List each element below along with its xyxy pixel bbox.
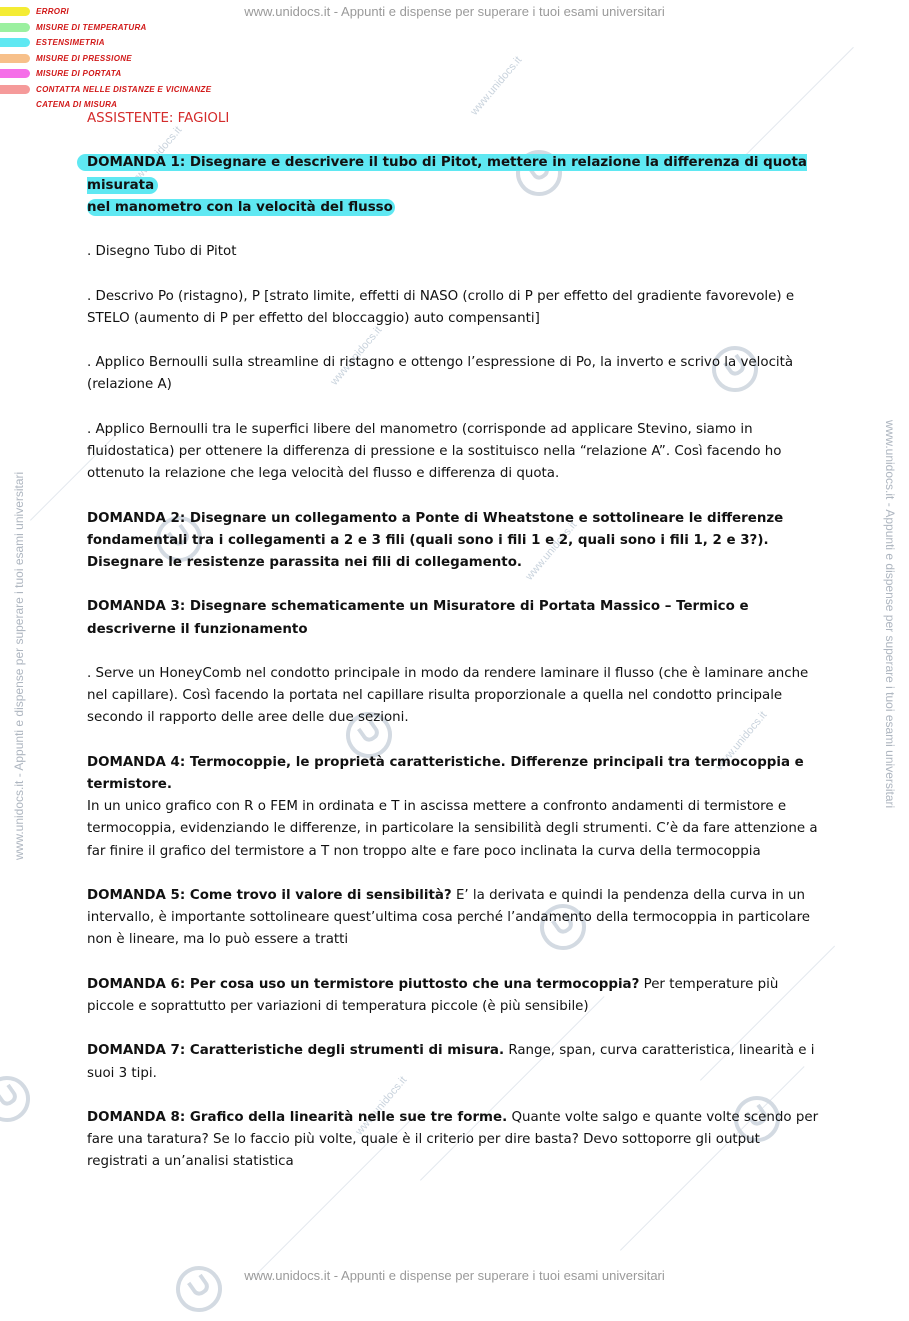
question-4-answer: In un unico grafico con R o FEM in ordinata e T in ascissa mettere a confronto andamenti di termistore e termocoppia, evidenziando le differenze, in particolare la sensibilità degli strumenti. C’è da fare attenzione a far finire il grafico del termistore a T non troppo alte e fare poco inclinata la curva della termocoppia [87,799,818,859]
question-4-title: DOMANDA 4: Termocoppie, le proprietà caratteristiche. Differenze principali tra termocoppia e termistore. [87,754,804,792]
legend-swatch [0,69,30,78]
watermark-diagonal: www.unidocs.it [713,709,770,773]
question-8 [87,1107,822,1174]
legend-swatch [0,23,30,32]
question-5-answer: E’ la derivata e quindi la pendenza della curva in un intervallo, è importante sottolineare quest’ultima cosa perché l’andamento della termocoppia in particolare non è lineare, ma lo può essere a tratti [87,887,811,948]
watermark-diagonal: www.unidocs.it [523,519,580,583]
legend-label: CATENA DI MISURA [36,100,118,110]
legend-label: CONTATTA NELLE DISTANZE E VICINANZE [36,84,212,94]
question-6 [87,974,822,1018]
legend-swatch [0,54,30,63]
watermark-diagonal: www.unidocs.it [328,324,385,388]
legend-item [0,66,211,82]
legend-item [0,35,211,51]
watermark-left: www.unidocs.it - Appunti e dispense per superare i tuoi esami universitari [12,471,26,860]
watermark-bottom: www.unidocs.it - Appunti e dispense per superare i tuoi esami universitari [244,1268,665,1283]
document-body [87,108,822,1196]
question-1-point: . Applico Bernoulli tra le superfici libere del manometro (corrisponde ad applicare Stevino, siamo in fluidostatica) per ottenere la differenza di pressione e la sostituisco nella “relazione A”. Così facendo ho ottenuto la relazione che lega velocità del flusso e differenza di quota. [87,421,782,482]
watermark-diagonal: www.unidocs.it [353,1074,410,1138]
question-3-answer: . Serve un HoneyComb nel condotto principale in modo da rendere laminare il flusso (che è laminare anche nel capillare). Così facendo la portata nel capillare risulta proporzionale a quella nel condotto principale secondo il rapporto delle aree delle due sezioni. [87,665,809,726]
legend-swatch [0,38,30,47]
unidocs-logo-icon [167,1257,231,1321]
question-1-point: . Disegno Tubo di Pitot [87,244,237,260]
question-3-title: DOMANDA 3: Disegnare schematicamente un Misuratore di Portata Massico – Termico e descriverne il funzionamento [87,599,749,637]
legend-label: MISURE DI PORTATA [36,69,122,79]
question-6-answer: Per temperature più piccole e soprattutto per variazioni di temperatura piccole (è più sensibile) [87,976,779,1014]
question-4 [87,752,822,863]
legend-swatch [0,85,30,94]
question-1-title [87,152,822,219]
highlight: DOMANDA 1: Disegnare e descrivere il tubo di Pitot, mettere in relazione la differenza di quota misurata [77,154,807,193]
question-5-title: DOMANDA 5: Come trovo il valore di sensibilità? [87,887,452,903]
question-7-answer: Range, span, curva caratteristica, linearità e i suoi 3 tipi. [87,1043,815,1081]
legend-swatch [0,7,30,16]
watermark-top: www.unidocs.it - Appunti e dispense per superare i tuoi esami universitari [244,4,665,19]
legend-item [0,20,211,36]
legend-label: ERRORI [36,7,69,17]
legend-swatch [0,100,30,109]
color-legend [0,4,211,113]
legend-label: MISURE DI PRESSIONE [36,53,132,63]
highlight: nel manometro con la velocità del flusso [87,199,393,215]
question-2-title: DOMANDA 2: Disegnare un collegamento a Ponte di Wheatstone e sottolineare le differenze fondamentali tra i collegamenti a 2 e 3 fili (quali sono i fili 1 e 2, quali sono i fili 1, 2 e 3?). Disegnare le resistenze parassita nei fili di collegamento. [87,510,784,570]
legend-item [0,82,211,98]
watermark-right: www.unidocs.it - Appunti e dispense per superare i tuoi esami universitari [883,420,897,809]
assistant-name: ASSISTENTE: FAGIOLI [87,111,230,126]
legend-label: MISURE DI TEMPERATURA [36,22,147,32]
question-1-point: . Descrivo Po (ristagno), P [strato limite, effetti di NASO (crollo di P per effetto del gradiente favorevole) e STELO (aumento di P per effetto del bloccaggio) auto compensanti] [87,288,795,326]
question-8-title: DOMANDA 8: Grafico della linearità nelle sue tre forme. [87,1109,508,1125]
watermark-diagonal: www.unidocs.it [468,54,525,118]
legend-label: ESTENSIMETRIA [36,38,105,48]
unidocs-logo-icon [0,1067,39,1131]
question-7-title: DOMANDA 7: Caratteristiche degli strumenti di misura. [87,1043,505,1059]
question-1-point: . Applico Bernoulli sulla streamline di ristagno e ottengo l’espressione di Po, la inverto e scrivo la velocità (relazione A) [87,355,794,393]
question-6-title: DOMANDA 6: Per cosa uso un termistore piuttosto che una termocoppia? [87,976,640,992]
legend-item [0,4,211,20]
question-8-answer: Quante volte salgo e quante volte scendo per fare una taratura? Se lo faccio più volte, quale è il criterio per dire basta? Devo sottoporre gli output registrati a un’analisi statistica [87,1109,819,1170]
question-7 [87,1040,822,1084]
legend-item [0,51,211,67]
question-5 [87,885,822,952]
